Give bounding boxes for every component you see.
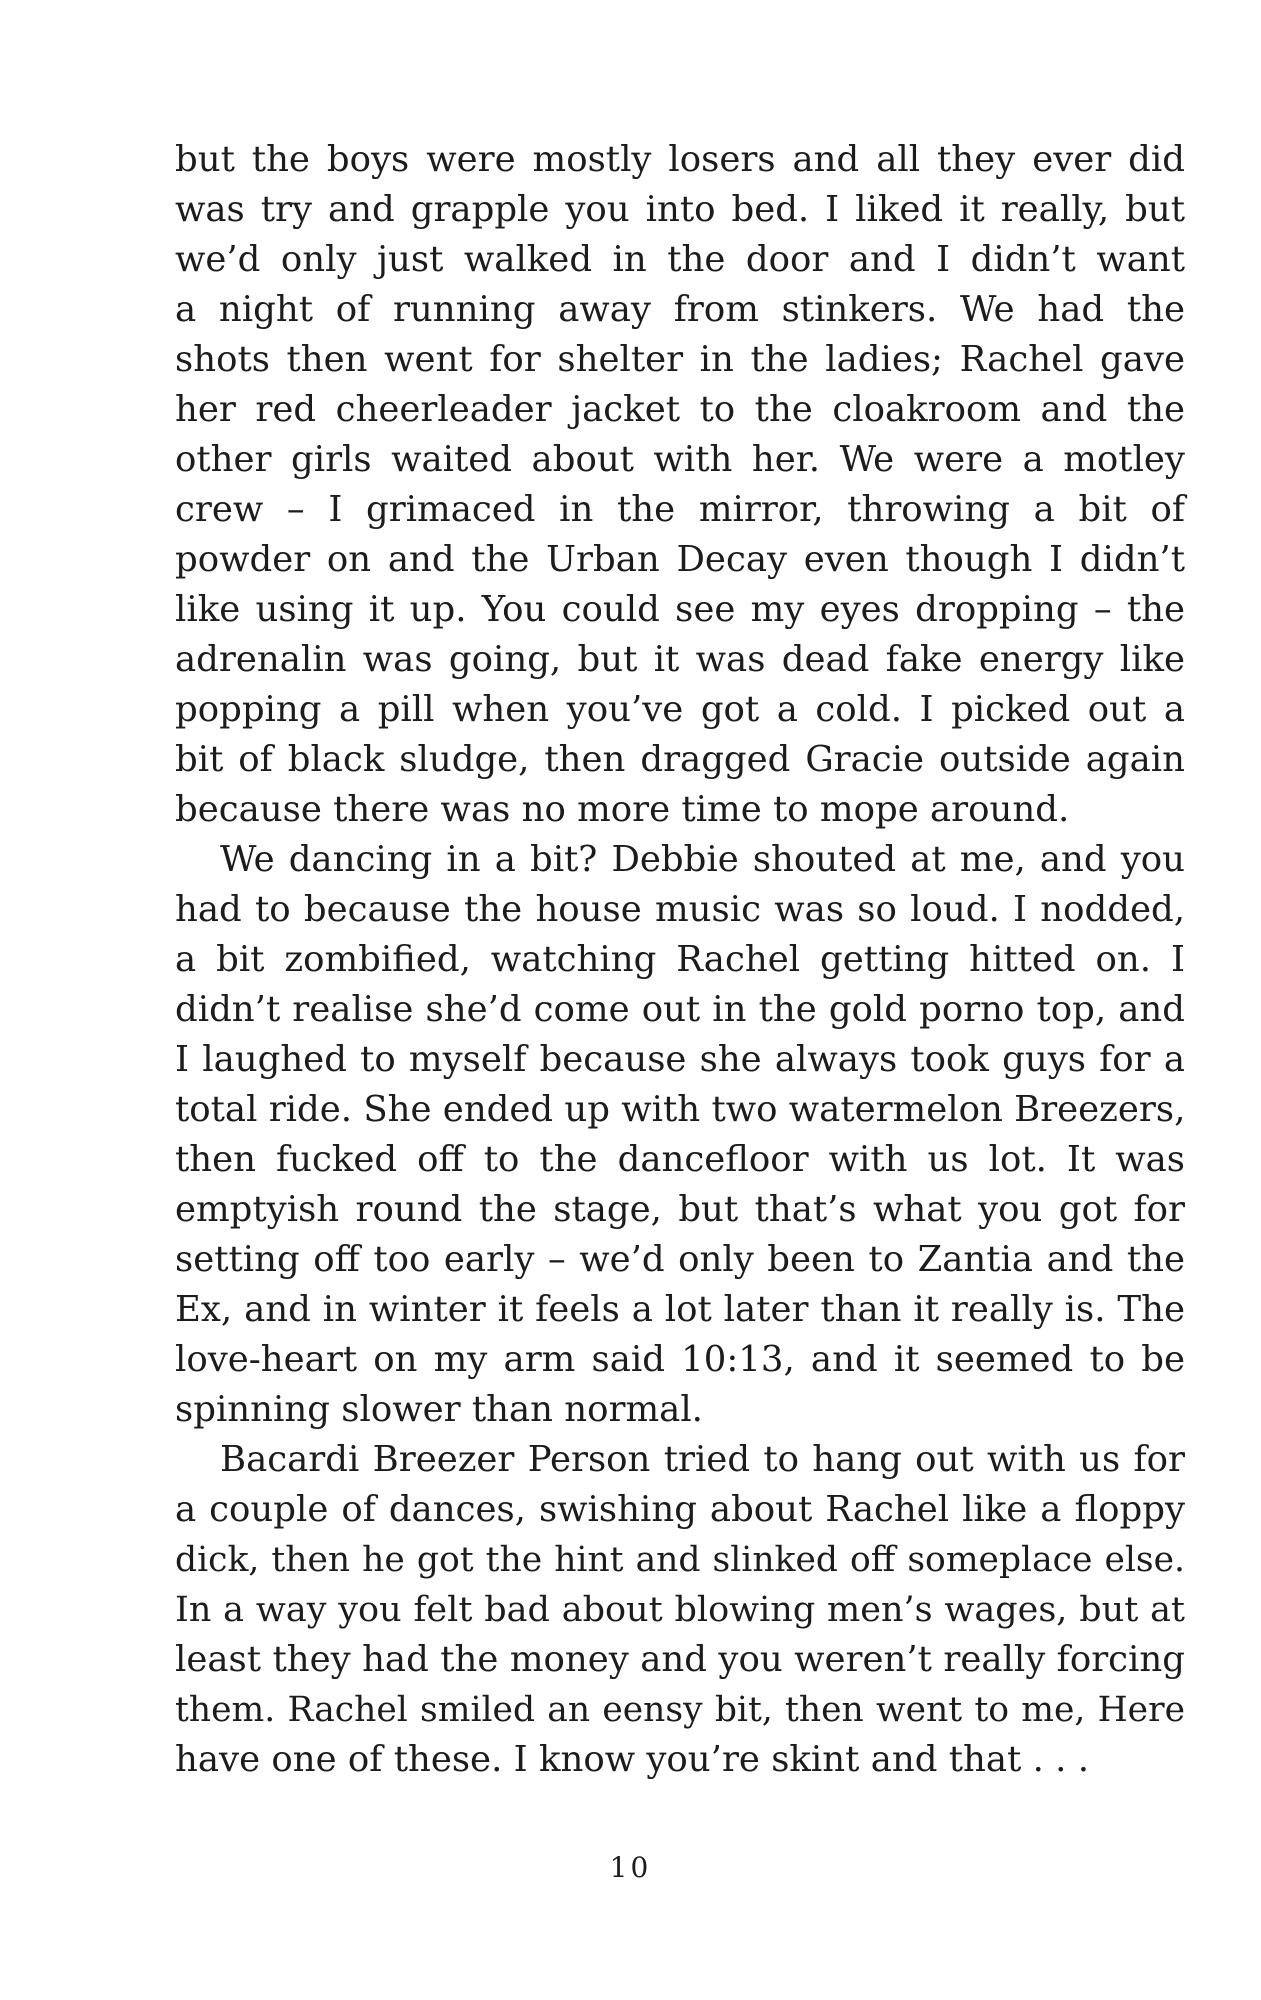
text-line: but the boys were mostly losers and all they ever did [175, 139, 1185, 180]
text-line: crew – I grimaced in the mirror, throwing a bit of [175, 489, 1185, 530]
paragraph-end-line: because there was no more time to mope around. [175, 789, 1070, 830]
paragraph-start-line: We dancing in a bit? Debbie shouted at me, and you [220, 839, 1185, 880]
paragraph-start-line: Bacardi Breezer Person tried to hang out with us for [220, 1439, 1185, 1480]
body-text [175, 135, 1185, 1785]
text-line: total ride. She ended up with two watermelon Breezers, [175, 1089, 1186, 1130]
text-line: shots then went for shelter in the ladies; Rachel gave [175, 339, 1185, 380]
text-line: other girls waited about with her. We were a motley [175, 439, 1185, 480]
text-line: least they had the money and you weren’t really forcing [175, 1639, 1185, 1680]
text-line: setting off too early – we’d only been to Zantia and the [175, 1239, 1185, 1280]
text-line: like using it up. You could see my eyes dropping – the [175, 589, 1185, 630]
text-line: a couple of dances, swishing about Rachel like a floppy [175, 1489, 1185, 1530]
text-line: her red cheerleader jacket to the cloakroom and the [175, 389, 1185, 430]
text-line: then fucked off to the dancefloor with us lot. It was [175, 1139, 1185, 1180]
text-line: a bit zombified, watching Rachel getting hitted on. I [175, 939, 1185, 980]
paragraph-end-line: have one of these. I know you’re skint and that . . . [175, 1739, 1090, 1780]
text-line: them. Rachel smiled an eensy bit, then went to me, Here [175, 1690, 1185, 1730]
text-line: Ex, and in winter it feels a lot later than it really is. The [175, 1289, 1185, 1330]
text-line: I laughed to myself because she always took guys for a [175, 1039, 1185, 1080]
text-line: dick, then he got the hint and slinked off someplace else. [175, 1540, 1185, 1580]
text-line: love-heart on my arm said 10:13, and it seemed to be [175, 1339, 1185, 1380]
text-line: emptyish round the stage, but that’s what you got for [175, 1189, 1185, 1230]
text-line: adrenalin was going, but it was dead fake energy like [175, 639, 1185, 680]
paragraph-end-line: spinning slower than normal. [175, 1389, 703, 1430]
text-line: didn’t realise she’d come out in the gold porno top, and [175, 989, 1185, 1030]
text-line: was try and grapple you into bed. I liked it really, but [175, 189, 1185, 230]
text-line: had to because the house music was so loud. I nodded, [175, 889, 1185, 930]
text-line: bit of black sludge, then dragged Gracie outside again [175, 739, 1185, 780]
page-number: 10 [609, 1851, 652, 1884]
text-line: In a way you felt bad about blowing men’s wages, but at [175, 1590, 1185, 1630]
text-line: we’d only just walked in the door and I didn’t want [175, 239, 1185, 280]
text-line: a night of running away from stinkers. We had the [175, 289, 1185, 330]
text-line: popping a pill when you’ve got a cold. I picked out a [175, 689, 1185, 730]
text-line: powder on and the Urban Decay even though I didn’t [175, 539, 1185, 580]
